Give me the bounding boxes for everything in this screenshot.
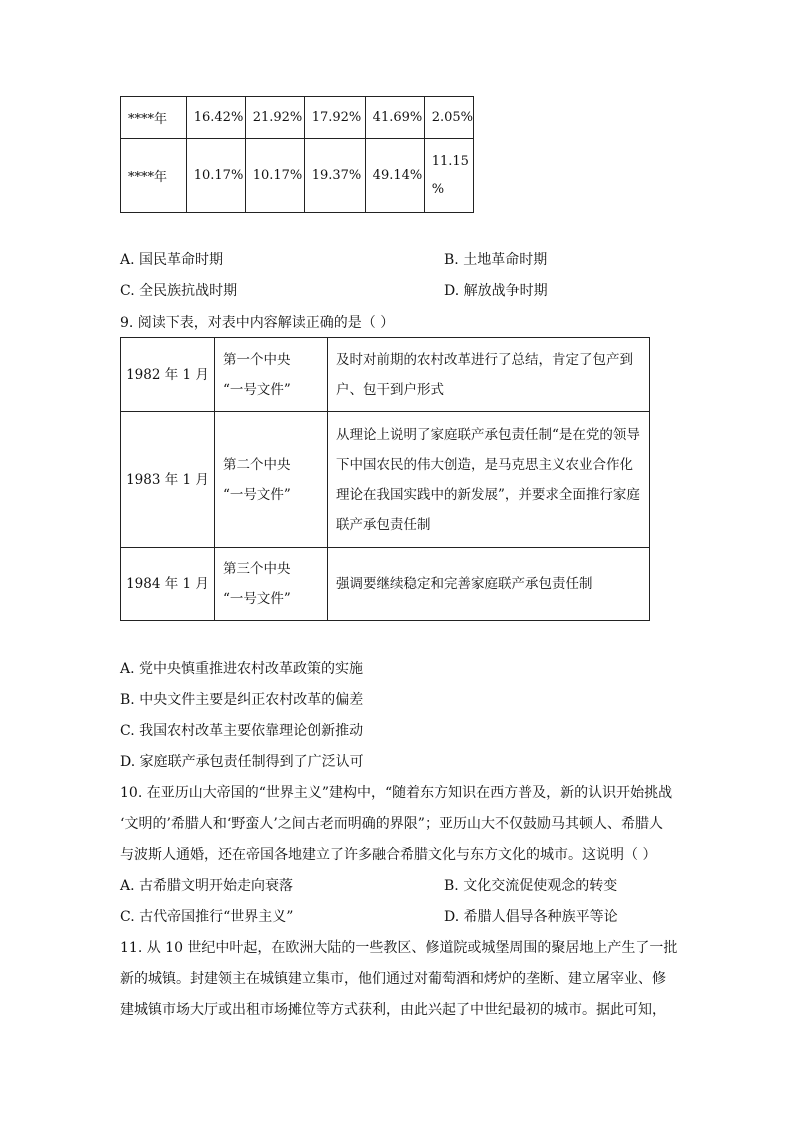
option-d[interactable]: D. 希腊人倡导各种族平等论 [444, 909, 618, 925]
table-row [121, 548, 650, 621]
cell-line: “一号文件” [223, 591, 291, 607]
option-a[interactable]: A. 党中央慎重推进农村改革政策的实施 [120, 661, 364, 677]
question-stem-line: 与波斯人通婚，还在帝国各地建立了许多融合希腊文化与东方文化的城市。这说明（ ） [120, 847, 657, 863]
table-row [121, 412, 650, 548]
cell-line: % [431, 181, 445, 197]
table-cell: 16.42% [186, 97, 245, 139]
cell-line: 从理论上说明了家庭联产承包责任制“是在党的领导 [336, 426, 640, 443]
table-cell: 17.92% [304, 97, 365, 139]
cell-line: 联产承包责任制 [336, 516, 431, 533]
table-cell [424, 139, 473, 213]
table-cell: 49.14% [365, 139, 424, 213]
option-d[interactable]: D. 解放战争时期 [444, 283, 548, 299]
question-stem-line: 11. 从 10 世纪中叶起，在欧洲大陆的一些教区、修道院或城堡周围的聚居地上产生了一批 [120, 940, 678, 956]
question-stem-line: ‘文明的’希腊人和‘野蛮人’之间古老而明确的界限”；亚历山大不仅鼓励马其顿人、希腊人 [120, 816, 663, 832]
cell-line: 11.15 [431, 153, 469, 169]
option-c[interactable]: C. 我国农村改革主要依靠理论创新推动 [120, 723, 364, 739]
table-cell: 2.05% [424, 97, 473, 139]
table-cell: 41.69% [365, 97, 424, 139]
table-row [121, 97, 474, 139]
content-cell: 强调要继续稳定和完善家庭联产承包责任制 [328, 548, 650, 621]
cell-line: 第二个中央 [223, 456, 291, 473]
table-cell: ****年 [121, 139, 187, 213]
option-a[interactable]: A. 国民革命时期 [120, 252, 224, 268]
policy-table [120, 337, 650, 621]
table-cell: 10.17% [186, 139, 245, 213]
content-cell [328, 412, 650, 548]
option-c[interactable]: C. 全民族抗战时期 [120, 283, 238, 299]
date-cell: 1983 年 1 月 [121, 412, 215, 548]
option-d[interactable]: D. 家庭联产承包责任制得到了广泛认可 [120, 754, 364, 770]
cell-line: 第一个中央 [223, 351, 291, 368]
cell-line: 及时对前期的农村改革进行了总结，肯定了包产到 [336, 351, 633, 368]
table-row [121, 139, 474, 213]
cell-line: 下中国农民的伟大创造，是马克思主义农业合作化 [336, 456, 633, 473]
cell-line: 理论在我国实践中的新发展”，并要求全面推行家庭 [336, 486, 640, 503]
date-cell: 1984 年 1 月 [121, 548, 215, 621]
document-cell [215, 338, 328, 412]
document-cell [215, 548, 328, 621]
table-cell: 19.37% [304, 139, 365, 213]
statistics-table [120, 96, 474, 213]
table-cell: 21.92% [245, 97, 304, 139]
question-stem: 9. 阅读下表，对表中内容解读正确的是（ ） [120, 315, 395, 331]
option-c[interactable]: C. 古代帝国推行“世界主义” [120, 909, 294, 925]
cell-line: “一号文件” [223, 381, 291, 398]
table-cell: ****年 [121, 97, 187, 139]
question-stem-line: 新的城镇。封建领主在城镇建立集市，他们通过对葡萄酒和烤炉的垄断、建立屠宰业、修 [120, 971, 666, 987]
option-b[interactable]: B. 中央文件主要是纠正农村改革的偏差 [120, 692, 364, 708]
cell-line: 第三个中央 [223, 561, 291, 577]
date-cell: 1982 年 1 月 [121, 338, 215, 412]
option-b[interactable]: B. 土地革命时期 [444, 252, 548, 268]
cell-line: 户、包干到户形式 [336, 381, 444, 398]
table-row [121, 338, 650, 412]
option-a[interactable]: A. 古希腊文明开始走向衰落 [120, 878, 294, 894]
question-stem-line: 建城镇市场大厅或出租市场摊位等方式获利，由此兴起了中世纪最初的城市。据此可知， [120, 1002, 666, 1018]
content-cell [328, 338, 650, 412]
option-b[interactable]: B. 文化交流促使观念的转变 [444, 878, 618, 894]
cell-line: “一号文件” [223, 486, 291, 503]
table-cell: 10.17% [245, 139, 304, 213]
question-stem-line: 10. 在亚历山大帝国的“世界主义”建构中，“随着东方知识在西方普及，新的认识开始挑战 [120, 785, 673, 801]
document-cell [215, 412, 328, 548]
